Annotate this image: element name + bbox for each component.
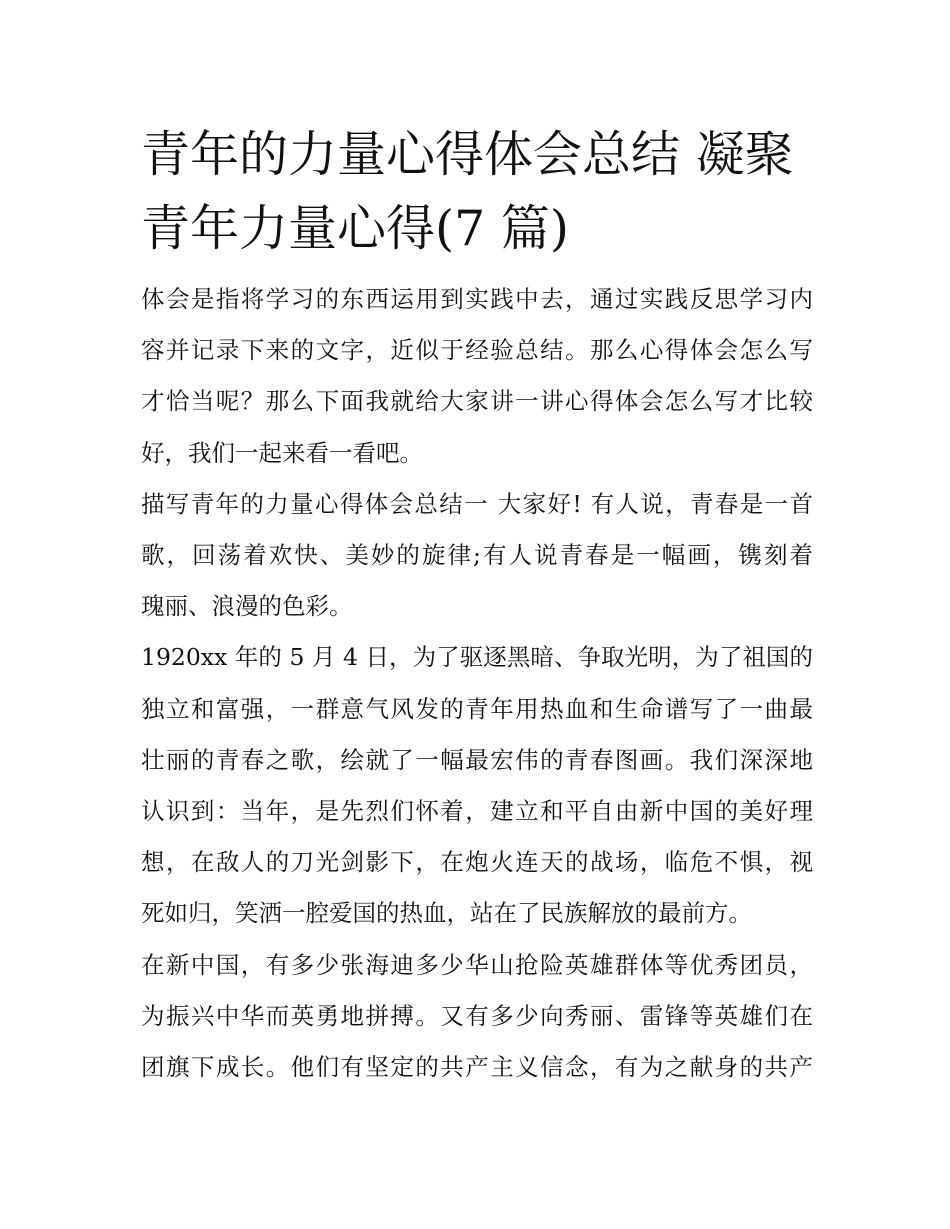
text-line: 壮丽的青春之歌，绘就了一幅最宏伟的青春图画。我们深深地 [141, 745, 813, 774]
text-line: 容并记录下来的文字，近似于经验总结。那么心得体会怎么写 [141, 336, 813, 365]
new-china-paragraph [141, 940, 813, 1094]
section-one-paragraph [141, 479, 813, 633]
text-line: 认识到：当年，是先烈们怀着，建立和平自由新中国的美好理 [141, 797, 813, 826]
text-line: 死如归，笑洒一腔爱国的热血，站在了民族解放的最前方。 [141, 899, 752, 928]
text-line: 歌，回荡着欢快、美妙的旋律;有人说青春是一幅画，镌刻着 [141, 541, 813, 570]
text-line: 描写青年的力量心得体会总结一 大家好! 有人说，青春是一首 [141, 489, 813, 518]
text-line: 瑰丽、浪漫的色彩。 [141, 592, 353, 621]
document-body [141, 118, 813, 1093]
text-line: 1920xx 年的 5 月 4 日，为了驱逐黑暗、争取光明，为了祖国的 [141, 643, 813, 672]
title-line: 青年力量心得(7 篇) [141, 200, 569, 257]
text-line: 体会是指将学习的东西运用到实践中去，通过实践反思学习内 [141, 285, 813, 313]
intro-paragraph [141, 274, 813, 479]
text-line: 想，在敌人的刀光剑影下，在炮火连天的战场，临危不惧，视 [141, 848, 813, 877]
text-line: 团旗下成长。他们有坚定的共产主义信念，有为之献身的共产 [141, 1053, 813, 1082]
text-line: 才恰当呢？那么下面我就给大家讲一讲心得体会怎么写才比较 [141, 387, 813, 416]
text-line: 独立和富强，一群意气风发的青年用热血和生命谱写了一曲最 [141, 694, 813, 723]
text-line: 好，我们一起来看一看吧。 [141, 438, 423, 467]
history-paragraph [141, 632, 813, 939]
text-line: 为振兴中华而英勇地拼搏。又有多少向秀丽、雷锋等英雄们在 [141, 1001, 813, 1030]
text-line: 在新中国，有多少张海迪多少华山抢险英雄群体等优秀团员， [141, 950, 813, 979]
document-title [141, 118, 813, 266]
title-line: 青年的力量心得体会总结 凝聚 [141, 126, 794, 183]
